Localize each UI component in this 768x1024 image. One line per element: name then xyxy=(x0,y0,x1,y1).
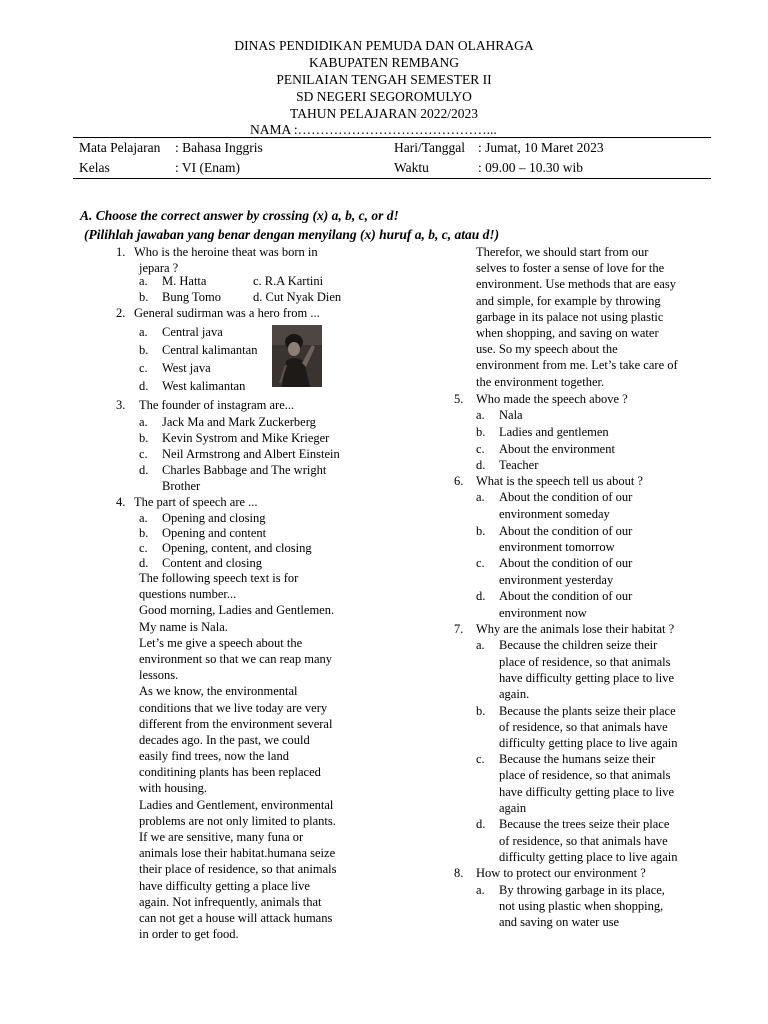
q2-option-b: Central kalimantan xyxy=(162,343,258,357)
q5-text: Who made the speech above ? xyxy=(476,392,628,406)
q6-letter-c: c. xyxy=(476,556,485,570)
q1-option-d: d. Cut Nyak Dien xyxy=(253,290,342,304)
q2-letter-a: a. xyxy=(139,325,148,339)
speech-left-line: have difficulty getting a place live xyxy=(139,878,310,893)
header-line-1: DINAS PENDIDIKAN PEMUDA DAN OLAHRAGA xyxy=(234,38,534,53)
q7-option-b-line2: of residence, so that animals have xyxy=(499,720,668,734)
q4-letter-c: c. xyxy=(139,541,148,555)
q3-option-d-line1: Charles Babbage and The wright xyxy=(162,463,327,477)
q2-text: General sudirman was a hero from ... xyxy=(134,306,320,320)
instruction-english: A. Choose the correct answer by crossing (x) a, b, c, or d! xyxy=(80,208,399,223)
date-label: Hari/Tanggal xyxy=(394,140,466,155)
q2-option-c: West java xyxy=(162,361,211,375)
q4-option-c: Opening, content, and closing xyxy=(162,541,312,555)
header-line-2: KABUPATEN REMBANG xyxy=(309,55,459,70)
q6-letter-b: b. xyxy=(476,524,486,538)
speech-left-line: questions number... xyxy=(139,587,237,602)
q5-option-c: About the environment xyxy=(499,442,615,456)
q7-letter-a: a. xyxy=(476,638,485,652)
q7-option-a-line1: Because the children seize their xyxy=(499,638,658,652)
q8-option-a-line2: not using plastic when shopping, xyxy=(499,899,664,913)
q1-option-c: c. R.A Kartini xyxy=(253,274,324,288)
q7-letter-d: d. xyxy=(476,817,486,831)
speech-left-line: Let’s me give a speech about the xyxy=(139,635,303,650)
q7-option-c-line3: have difficulty getting place to live xyxy=(499,785,675,799)
header-line-4: SD NEGERI SEGOROMULYO xyxy=(296,89,472,104)
q7-number: 7. xyxy=(454,622,464,636)
q4-letter-b: b. xyxy=(139,526,149,540)
q6-option-a-line1: About the condition of our xyxy=(499,490,633,504)
q3-option-b: Kevin Systrom and Mike Krieger xyxy=(162,431,330,445)
q7-letter-b: b. xyxy=(476,704,486,718)
q7-option-c-line4: again xyxy=(499,801,527,815)
time-value: : 09.00 – 10.30 wib xyxy=(478,160,584,175)
q6-number: 6. xyxy=(454,474,464,488)
speech-left-line: Ladies and Gentlement, environmental xyxy=(139,797,334,812)
q7-option-d-line2: of residence, so that animals have xyxy=(499,834,668,848)
q4-letter-a: a. xyxy=(139,511,148,525)
q1-option-a: M. Hatta xyxy=(162,274,207,288)
q3-letter-a: a. xyxy=(139,415,148,429)
q7-option-c-line1: Because the humans seize their xyxy=(499,752,656,766)
name-field: NAMA :……………………………………... xyxy=(250,122,497,137)
q6-letter-a: a. xyxy=(476,490,485,504)
speech-right-line: Therefor, we should start from our xyxy=(476,245,649,259)
q6-option-c-line1: About the condition of our xyxy=(499,556,633,570)
q1-option-b: Bung Tomo xyxy=(162,290,221,304)
subject-label: Mata Pelajaran xyxy=(79,140,161,155)
subject-value: : Bahasa Inggris xyxy=(175,140,263,155)
q6-option-d-line2: environment now xyxy=(499,606,587,620)
q5-option-d: Teacher xyxy=(499,458,539,472)
q2-option-a: Central java xyxy=(162,325,223,339)
q3-option-c: Neil Armstrong and Albert Einstein xyxy=(162,447,340,461)
speech-right-line: environment from me. Let’s take care of xyxy=(476,358,678,373)
q3-letter-d: d. xyxy=(139,463,149,477)
q6-option-b-line2: environment tomorrow xyxy=(499,540,615,554)
q5-letter-a: a. xyxy=(476,408,485,422)
q1-number: 1. xyxy=(116,245,126,259)
q7-letter-c: c. xyxy=(476,752,485,766)
speech-right-line: use. So my speech about the xyxy=(476,342,618,357)
instruction-indonesian: (Pilihlah jawaban yang benar dengan menyilang (x) huruf a, b, c, atau d!) xyxy=(84,227,500,242)
q1-text-line1: Who is the heroine theat was born in xyxy=(134,245,318,259)
speech-right-line: and simple, for example by throwing xyxy=(476,293,661,308)
q3-option-d-line2: Brother xyxy=(162,479,201,493)
q5-number: 5. xyxy=(454,392,464,406)
q7-option-a-line4: again. xyxy=(499,687,530,701)
q6-option-b-line1: About the condition of our xyxy=(499,524,633,538)
q8-letter-a: a. xyxy=(476,883,485,897)
q7-option-a-line2: place of residence, so that animals xyxy=(499,655,671,669)
speech-right-line: the environment together. xyxy=(476,374,605,389)
time-label: Waktu xyxy=(394,160,429,175)
q3-option-a: Jack Ma and Mark Zuckerberg xyxy=(162,415,316,429)
speech-right-line: selves to foster a sense of love for the xyxy=(476,261,665,276)
speech-left-line: environment so that we can reap many xyxy=(139,651,332,666)
q5-letter-d: d. xyxy=(476,458,486,472)
speech-left-line: in order to get food. xyxy=(139,927,239,942)
date-value: : Jumat, 10 Maret 2023 xyxy=(478,140,604,155)
q4-option-b: Opening and content xyxy=(162,526,267,540)
q8-text: How to protect our environment ? xyxy=(476,866,646,880)
q7-option-b-line1: Because the plants seize their place xyxy=(499,704,676,718)
q4-text: The part of speech are ... xyxy=(134,495,258,509)
q3-text: The founder of instagram are... xyxy=(139,398,295,412)
q5-option-b: Ladies and gentlemen xyxy=(499,425,609,439)
speech-right-line: garbage in its palace not using plastic xyxy=(476,309,664,324)
q7-option-d-line3: difficulty getting place to live again xyxy=(499,850,678,864)
q7-option-a-line3: have difficulty getting place to live xyxy=(499,671,675,685)
speech-left-line: their place of residence, so that animals xyxy=(139,862,337,877)
speech-left-line: Good morning, Ladies and Gentlemen. xyxy=(139,603,335,618)
q8-option-a-line1: By throwing garbage in its place, xyxy=(499,883,665,897)
class-label: Kelas xyxy=(79,160,110,175)
class-value: : VI (Enam) xyxy=(175,160,240,175)
q5-letter-b: b. xyxy=(476,425,486,439)
speech-left-line: My name is Nala. xyxy=(139,619,228,634)
q7-text: Why are the animals lose their habitat ? xyxy=(476,622,675,636)
q4-number: 4. xyxy=(116,495,126,509)
q5-letter-c: c. xyxy=(476,442,485,456)
speech-left-line: conditions that we live today are very xyxy=(139,700,328,715)
speech-left-line: problems are not only limited to plants. xyxy=(139,813,336,828)
speech-left-line: easily find trees, now the land xyxy=(139,749,289,764)
q8-number: 8. xyxy=(454,866,464,880)
q7-option-d-line1: Because the trees seize their place xyxy=(499,817,670,831)
speech-left-line: As we know, the environmental xyxy=(139,684,298,699)
q2-number: 2. xyxy=(116,306,126,320)
speech-left-line: The following speech text is for xyxy=(139,571,299,585)
speech-text-right xyxy=(476,244,678,390)
speech-left-line: with housing. xyxy=(139,781,208,796)
speech-left-line: animals lose their habitat.humana seize xyxy=(139,846,336,861)
q1-text-line2: jepara ? xyxy=(139,261,179,275)
q6-letter-d: d. xyxy=(476,589,486,603)
header-line-5: TAHUN PELAJARAN 2022/2023 xyxy=(290,106,478,121)
q2-letter-d: d. xyxy=(139,379,149,393)
speech-left-line: again. Not infrequently, animals that xyxy=(139,894,322,909)
speech-left-line: can not get a house will attack humans xyxy=(139,910,333,925)
q2-letter-c: c. xyxy=(139,361,148,375)
speech-left-line: decades ago. In the past, we could xyxy=(139,732,310,747)
q4-letter-d: d. xyxy=(139,556,149,570)
q3-number: 3. xyxy=(116,398,126,412)
q4-option-a: Opening and closing xyxy=(162,511,266,525)
speech-left-line: If we are sensitive, many funa or xyxy=(139,830,304,844)
q4-option-d: Content and closing xyxy=(162,556,262,570)
q7-option-c-line2: place of residence, so that animals xyxy=(499,768,671,782)
q3-letter-b: b. xyxy=(139,431,149,445)
q1-letter-b: b. xyxy=(139,290,149,304)
q2-option-d: West kalimantan xyxy=(162,379,246,393)
speech-left-line: lessons. xyxy=(139,668,179,683)
q6-text: What is the speech tell us about ? xyxy=(476,474,643,488)
speech-left-line: different from the environment several xyxy=(139,716,333,731)
q6-option-c-line2: environment yesterday xyxy=(499,573,614,587)
speech-left-line: conditining plants has been replaced xyxy=(139,765,321,780)
q6-option-d-line1: About the condition of our xyxy=(499,589,633,603)
speech-right-line: when shopping, and saving on water xyxy=(476,325,659,340)
q7-option-b-line3: difficulty getting place to live again xyxy=(499,736,678,750)
q2-letter-b: b. xyxy=(139,343,149,357)
q1-letter-a: a. xyxy=(139,274,148,288)
speech-right-line: environment. Use methods that are easy xyxy=(476,277,676,292)
q8-option-a-line3: and saving on water use xyxy=(499,915,620,929)
q6-option-a-line2: environment someday xyxy=(499,507,610,521)
q3-letter-c: c. xyxy=(139,447,148,461)
q5-option-a: Nala xyxy=(499,408,523,422)
header-line-3: PENILAIAN TENGAH SEMESTER II xyxy=(276,72,492,87)
